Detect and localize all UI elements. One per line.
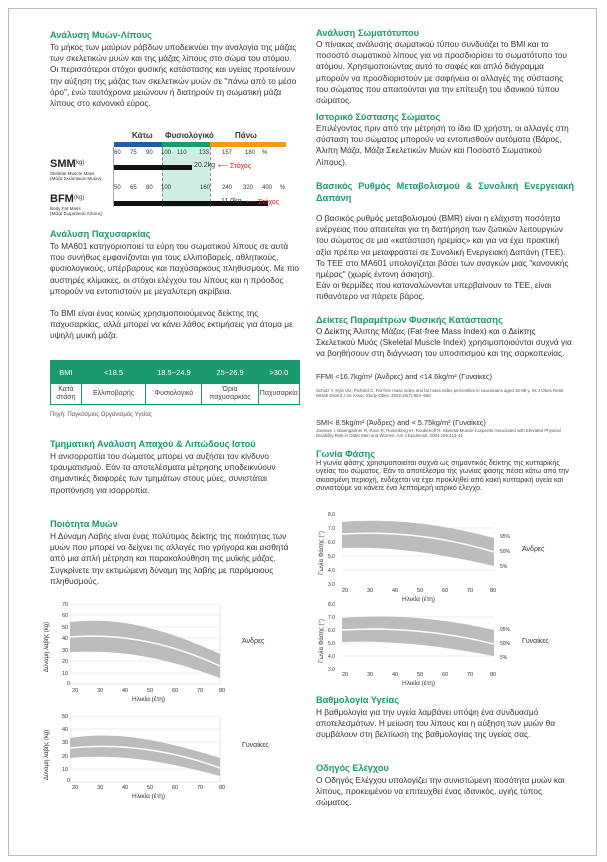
bmr-title-text: Βασικός Ρυθμός Μεταβολισμού & Συνολική Ενεργειακή Δαπάνη	[316, 181, 574, 203]
bfm-value: 11.0kg	[221, 198, 242, 205]
phase-men-xtick: 50	[417, 588, 424, 594]
grip-women-xtick: 40	[122, 785, 129, 791]
phase-women-xtick: 50	[417, 672, 424, 678]
bfm-sub1: Body Fat Mass	[50, 206, 81, 211]
grip-men-ytick: 70	[62, 602, 69, 608]
phase-men-ytick: 8.0	[328, 512, 335, 518]
segmental-title: Τμηματική Ανάλυση Απαχού & Λιπώδους Ιστού	[50, 439, 256, 449]
grip-women-xtick: 80	[219, 785, 226, 791]
smm-value: 20.2kg	[194, 162, 216, 169]
grip-women-xtick: 30	[97, 785, 104, 791]
smi-formula: SMI< 8.5kg/m² (Άνδρες) and < 5.75kg/m² (Γυναίκες)	[316, 418, 486, 427]
phase-men-ylabel: Γωνία Φάσης (°)	[318, 531, 325, 575]
bmr-body1: Ο βασικός ρυθμός μεταβολισμού (BMR) είναι η ελάχιστη ποσότητα ενέργειας που απαιτείται για τη διατήρηση των ζωτικών λειτουργιών του σώματος σε μια «κατάσταση ηρεμίας» και για να έχει πρακτική αξία πρέπει να μεταφραστεί σε Συνολική Ενεργειακή Δαπάνη (TEE).	[316, 213, 566, 257]
bmi-header-cell: 25~26.9	[202, 361, 258, 384]
grip-chart-men	[36, 600, 306, 702]
guide-body: Ο Οδηγός Ελέγχου υπολογίζει την συνιστώμενη ποσότητα μυών και λίπους, προκειμένου να επιτευχθεί ένας ιδανικός, υγιής τύπος σώματος.	[316, 775, 565, 808]
phase-men-ytick: 6.0	[328, 540, 335, 546]
grip-men-xtick: 40	[122, 688, 129, 694]
phase-women-p5: 5%	[500, 655, 508, 661]
bfm-tick: 240	[222, 185, 233, 191]
smm-tick: 157	[222, 150, 233, 156]
grip-women-svg	[70, 716, 230, 784]
bfm-label: BFM	[50, 193, 74, 205]
phase-women-xtick: 40	[392, 672, 399, 678]
obesity-body2: Το BMI είναι ένας κοινώς χρησιμοποιούμενος δείκτης της παχυσαρκίας, αλλά μπορεί να κάνει λάθος εκτιμήσεις για άτομα με υψηλή μυική μάζα.	[50, 308, 293, 341]
phase-women-svg	[342, 604, 498, 672]
history-title: Ιστορικό Σύστασης Σώματος	[316, 112, 441, 122]
smm-target: ⟵ Στόχος	[218, 163, 252, 170]
grip-women-ylabel: Δύναμη λαβής (kg)	[44, 729, 51, 781]
phase-women-xtick: 80	[490, 672, 497, 678]
bmi-header-cell: 18.5~24.9	[146, 361, 202, 384]
body-comp-title: Ανάλυση Σωματότυπου	[316, 28, 420, 38]
grip-women-ytick: 20	[62, 754, 69, 760]
smm-tick: 75	[130, 150, 137, 156]
bfm-tick: 80	[146, 185, 153, 191]
bfm-sub2: (Μάζα Σωματικού Λίπους)	[50, 211, 103, 216]
obesity-body1: Το MA601 κατηγοριοποιεί τα εύρη του σωματικού λίπους σε αυτά που συνήθως εμφανίζονται για τους ελλιποβαρείς, αθλητικούς, φυσιολογικούς, υπέρβαρους και παχύσαρκους πληθυσμούς. Με πιο αυστηρές κλίμακες, οι στόχοι ελέγχου του λίπους και η πρόοδος μπορούν να εντοπιστούν με μεγαλύτερη ακρίβεια.	[50, 241, 300, 296]
guide-title: Οδηγός Ελέγχου	[316, 763, 389, 773]
bfm-tick: 65	[130, 185, 137, 191]
bfm-unit: (kg)	[74, 195, 85, 201]
over-band	[210, 142, 286, 147]
phase-men-xtick: 40	[392, 588, 399, 594]
bfm-tick: 400	[262, 185, 273, 191]
phase-women-p50: 50%	[500, 641, 511, 647]
phase-men-xtick: 70	[467, 588, 474, 594]
muscle-fat-body: Το μήκος των μαύρων ράβδων υποδεικνύει την αναλογία της μάζας των σκελετικών μυών και της μάζας λίπους στο σώμα του ατόμου. Οι περισσότεροι στόχοι φυσικής κατάστασης και υγείας προτείνουν την αύξηση της μάζας των σκελετικών μυών σε "πάνω από το μέσο όρο", ενώ ταυτόχρονα μειώνουν ή διατηρούν τη σωματική μάζα λίπους στο κανονικό εύρος.	[50, 42, 297, 109]
grip-men-series: Άνδρες	[242, 638, 265, 645]
phase-men-ytick: 7.0	[328, 526, 335, 532]
under-band	[114, 142, 162, 147]
grip-men-xtick: 60	[172, 688, 179, 694]
phase-women-ytick: 8.0	[328, 602, 335, 608]
grip-men-ylabel: Δύναμη λαβής (kg)	[44, 621, 51, 673]
grip-men-ytick: 30	[62, 648, 69, 654]
smm-sub1: Skeletal Muscle Mass	[50, 171, 95, 176]
range-label-over: Πάνω	[235, 131, 257, 140]
phase-body: Η γωνία φάσης χρησιμοποιείται συχνά ως σημαντικός δείκτης της κυτταρικής υγείας του σώματος. Εάν το αποτέλεσμα της γωνίας φάσης πέσει κάτω από την σκιασμένη περιοχή, ενδέχεται να έχει προκληθεί από κακή κυτταρική υγεία και συνιστούμε να κάνετε ένα λεπτομερή ιατρικό έλεγχο.	[316, 458, 569, 493]
grip-women-ytick: 10	[62, 767, 69, 773]
muscle-quality-title: Ποιότητα Μυών	[50, 519, 118, 529]
smm-target-label: Στόχος	[229, 163, 252, 170]
grip-men-ytick: 0	[67, 681, 71, 687]
smm-tick: 60	[114, 150, 121, 156]
phase-men-ytick: 5.0	[328, 554, 335, 560]
grip-women-xtick: 70	[197, 785, 204, 791]
bmi-label-cell: Παχυσαρκία	[258, 384, 299, 405]
muscle-quality-body: Η Δύναμη Λαβής είναι ένας πολύτιμος δείκτης της ποιότητας των μυών που μπορεί να δείχνει τις αλλαγές πιο γρήγορα και αισθητά από μια απλή μέτρηση και παρακολούθηση της μυϊκής μάζας. Συγκρίνετε την εκτιμώμενη δύναμη της λαβής με παρόμοιους πληθυσμούς.	[50, 531, 289, 586]
grip-women-ytick: 40	[62, 727, 69, 733]
smm-tick: 110	[177, 150, 187, 156]
smi-ref: Janssen I, Baumgartner R, Ross R, Rosenberg IH, Roubenoff R. Skeletal Muscle Cutpoints Associated with Elevated Physical Disability Risk in Older Men and Women. Am J Epidemiol, 2004;159:413-41	[316, 428, 561, 439]
ffmi-title: Δείκτες Παραμέτρων Φυσικής Κατάστασης	[316, 315, 503, 325]
phase-women-xtick: 20	[342, 672, 349, 678]
range-label-under: Κάτω	[132, 131, 153, 140]
smm-tick: 90	[146, 150, 153, 156]
bmi-label-cell: Όρια παχυσαρκίας	[202, 384, 258, 405]
phase-women-xtick: 60	[442, 672, 449, 678]
phase-men-p95: 95%	[500, 534, 511, 540]
health-score-body: Η βαθμολογία για την υγεία λαμβάνει υπόψη ένα συνδυασμό αποτελεσμάτων. Η μείωση του λίπους και η αύξηση των μυών θα συμβάλουν στη βελτίωση της βαθμολογίας της υγείας σας.	[316, 707, 555, 740]
bmi-label-cell: Κατά στάση	[51, 384, 82, 405]
smm-label: SMM	[50, 158, 76, 170]
grip-women-xtick: 60	[172, 785, 179, 791]
body-comp-body: Ο πίνακας ανάλυσης σωματικού τύπου συνδυάζει το BMI και το ποσοστό σωματικού λίπους για να προσδιορίσει το σωματότυπο του ατόμου. Χρησιμοποιώντας αυτό το σαφές και απλό διάγραμμα μπορούν να προσδιοριστούν με σαφήνεια οι αλλαγές της σύστασης του σώματος που απαιτούνται για την επίτευξη του ιδανικού τύπου σώματος.	[316, 39, 567, 106]
grip-men-svg	[70, 604, 230, 686]
bmi-header-cell: >30.0	[258, 361, 299, 384]
grip-women-ytick: 50	[62, 714, 69, 720]
phase-women-ytick: 5.0	[328, 641, 335, 647]
smm-tick: 100	[161, 150, 172, 156]
obesity-title: Ανάλυση Παχυσαρκίας	[50, 229, 151, 239]
phase-women-p95: 95%	[500, 627, 511, 633]
grip-men-xtick: 20	[72, 688, 79, 694]
ffmi-ref: Schutz Y, Kyle UU, Pichard C. Fat-free mass index and fat mass index percentiles in caucasians aged 18-98 y. Int J Obes Relat Metab Disord J Int Assoc Study Obes. 2002;26(7):953–960	[316, 388, 564, 399]
phase-women-ytick: 7.0	[328, 615, 335, 621]
grip-women-xlabel: Ηλικία (έτη)	[132, 793, 166, 800]
bfm-target-label: Στόχος	[257, 199, 280, 206]
smm-tick: 180	[245, 150, 256, 156]
ffmi-body: Ο Δείκτης Άλιπης Μάζας (Fat-free Mass Index) και ο Δείκτης Σκελετικού Μυός (Skeletal Muscle Index) χρησιμοποιούνται συχνά για να βοηθήσουν στη διάγνωση του υποσιτισμού και της σαρκοπενίας.	[316, 326, 572, 359]
bmi-header-cell: BMI	[51, 361, 82, 384]
grip-men-ytick: 10	[62, 671, 69, 677]
phase-women-ylabel: Γωνία Φάσης (°)	[318, 619, 325, 663]
grip-men-xtick: 50	[147, 688, 154, 694]
bfm-tick: 160	[200, 185, 211, 191]
bmi-header-cell: <18.5	[81, 361, 146, 384]
segmental-body: Η ανισορροπία του σώματος μπορεί να αυξήσει τον κίνδυνο τραυματισμού. Εάν τα αποτελέσματα μέτρησης υποδεικνύουν σημαντικές διαφορές των τμημάτων στους μύες, συνιστάται προπόνηση για ισορροπία.	[50, 451, 276, 495]
bmi-table	[50, 360, 300, 405]
grip-women-xtick: 20	[72, 785, 79, 791]
normal-zone	[162, 147, 210, 207]
grip-women-xtick: 50	[147, 785, 154, 791]
phase-women-xtick: 70	[467, 672, 474, 678]
grip-women-ytick: 30	[62, 740, 69, 746]
bfm-bar	[114, 201, 268, 206]
phase-women-series: Γυναίκες	[522, 638, 549, 645]
bmr-body2: Το TEE στο MA601 υπολογίζεται βάσει των αναγκών μιας "κανονικής ημέρας" (χωρίς έντονη άσκηση).	[316, 258, 569, 280]
phase-men-xtick: 20	[342, 588, 349, 594]
smm-unit: (kg)	[74, 160, 85, 166]
grip-women-ytick: 0	[67, 778, 71, 784]
phase-title: Γωνία Φάσης	[316, 449, 376, 459]
grip-men-xtick: 80	[219, 688, 226, 694]
phase-men-xtick: 60	[442, 588, 449, 594]
phase-men-xlabel: Ηλικία (έτη)	[402, 596, 436, 603]
grip-chart-women	[36, 712, 306, 812]
grip-men-xtick: 70	[197, 688, 204, 694]
phase-men-p50: 50%	[500, 549, 511, 555]
phase-men-svg	[342, 514, 498, 588]
grip-men-ytick: 40	[62, 636, 69, 642]
grip-men-xtick: 30	[97, 688, 104, 694]
phase-women-ytick: 4.0	[328, 654, 335, 660]
smm-tick: %	[262, 150, 268, 156]
phase-women-xtick: 30	[367, 672, 374, 678]
bmr-body3: Εάν οι θερμίδες που καταναλώνονται υπερβαίνουν το TEE, είναι πιθανότερο να πάρετε βάρος.	[316, 280, 552, 302]
smm-sub2: (Μάζα Σκελετικών Μυών)	[50, 176, 102, 181]
phase-women-ytick: 3.0	[328, 667, 335, 673]
ffmi-formula: FFMI <16.7kg/m² (Άνδρες) and <14.6kg/m² (Γυναίκες)	[316, 372, 492, 381]
bfm-tick: 50	[114, 185, 121, 191]
range-label-normal: Φυσιολογικό	[165, 131, 214, 140]
muscle-fat-graph	[50, 131, 300, 216]
bfm-tick: 320	[243, 185, 254, 191]
bfm-tick: %	[280, 185, 286, 191]
phase-men-p5: 5%	[500, 564, 508, 570]
bmi-label-cell: Ελλιποβαρής	[81, 384, 146, 405]
phase-men-series: Άνδρες	[522, 546, 545, 553]
bfm-target: ⟵ Στόχος	[246, 199, 280, 206]
smm-tick: 133	[199, 150, 210, 156]
bmr-title	[316, 180, 574, 204]
grip-men-ytick: 50	[62, 625, 69, 631]
grip-women-series: Γυναίκες	[242, 742, 269, 749]
phase-women-ytick: 6.0	[328, 628, 335, 634]
bmi-source: Πηγή: Παγκόσμιος Οργανισμός Υγείας	[50, 412, 152, 418]
health-score-title: Βαθμολογία Υγείας	[316, 695, 399, 705]
phase-men-ytick: 3.0	[328, 582, 335, 588]
smm-bar	[114, 165, 192, 170]
phase-men-xtick: 30	[367, 588, 374, 594]
phase-men-xtick: 80	[490, 588, 497, 594]
muscle-fat-title: Ανάλυση Μυών-Λίπους	[50, 30, 152, 40]
grip-men-ytick: 60	[62, 613, 69, 619]
bfm-tick: 100	[161, 185, 172, 191]
phase-chart-women	[316, 600, 574, 690]
phase-men-ytick: 4.0	[328, 568, 335, 574]
history-body: Επιλέγοντας πριν από την μέτρηση το ίδιο ID χρήστη, οι αλλαγές στη σύσταση του σώματος μπορούν να εντοπισθούν αυτόματα (Βάρος, Άλιπη Μάζα, Μάζα Σκελετικών Μυών και Ποσοστό Σωματικού Λίπους).	[316, 123, 569, 167]
phase-chart-men	[316, 510, 574, 610]
phase-women-xlabel: Ηλικία (έτη)	[402, 680, 436, 687]
grip-men-xlabel: Ηλικία (έτη)	[132, 696, 166, 703]
grip-men-ytick: 20	[62, 659, 69, 665]
bmi-label-cell: Φυσιολογικό	[146, 384, 202, 405]
